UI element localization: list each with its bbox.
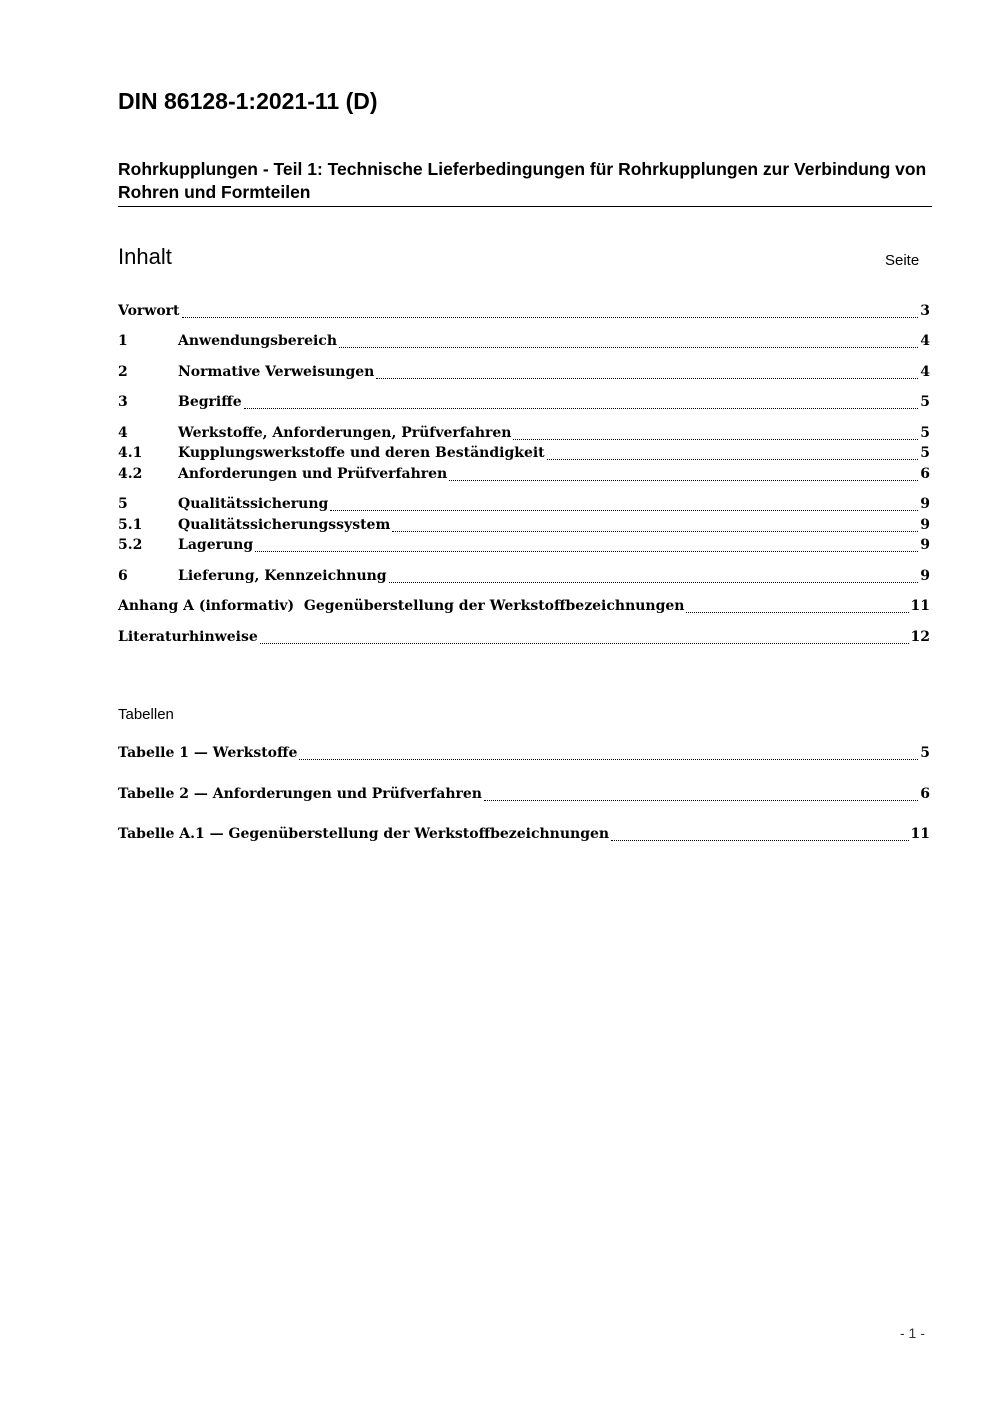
table-entry-title: Tabelle A.1 — Gegenüberstellung der Werkstoffbezeichnungen (118, 826, 610, 842)
toc-entry-title: Qualitätssicherung (178, 496, 329, 512)
toc-page-label: Seite (885, 252, 920, 269)
dot-leader (484, 799, 918, 801)
table-entry-a1[interactable] (118, 826, 930, 846)
dot-leader (513, 438, 918, 440)
toc-entry-number: 1 (118, 333, 128, 349)
toc-entry-page: 6 (920, 466, 930, 482)
dot-leader (686, 611, 908, 613)
toc-entry-vorwort[interactable] (118, 303, 930, 323)
toc-entry-title: Lieferung, Kennzeichnung (178, 568, 387, 584)
toc-entry-title: Werkstoffe, Anforderungen, Prüfverfahren (178, 425, 512, 441)
toc-entry-title: Anhang A (informativ) Gegenüberstellung der Werkstoffbezeichnungen (118, 598, 685, 614)
toc-entry-1[interactable] (118, 333, 930, 353)
toc-entry-number: 3 (118, 394, 128, 410)
dot-leader (392, 530, 918, 532)
table-entry-title: Tabelle 1 — Werkstoffe (118, 745, 298, 761)
toc-entry-4[interactable] (118, 425, 930, 445)
toc-entry-number: 5.2 (118, 537, 143, 553)
toc-entry-page: 3 (920, 303, 930, 319)
toc-entry-title: Kupplungswerkstoffe und deren Beständigkeit (178, 445, 545, 461)
toc-entry-page: 4 (920, 333, 930, 349)
toc-entry-page: 5 (920, 394, 930, 410)
dot-leader (299, 758, 918, 760)
table-entry-page: 5 (920, 745, 930, 761)
dot-leader (244, 407, 919, 409)
toc-entry-title: Vorwort (118, 303, 180, 319)
dot-leader (260, 642, 909, 644)
document-id: DIN 86128-1:2021-11 (D) (118, 88, 378, 114)
dot-leader (376, 377, 918, 379)
toc-entry-5-2[interactable] (118, 537, 930, 557)
toc-entry-page: 5 (920, 445, 930, 461)
toc-entry-page: 9 (920, 537, 930, 553)
toc-entry-number: 2 (118, 364, 128, 380)
toc-entry-number: 4.1 (118, 445, 143, 461)
toc-entry-number: 5 (118, 496, 128, 512)
toc-entry-title: Begriffe (178, 394, 242, 410)
toc-entry-title: Qualitätssicherungssystem (178, 517, 391, 533)
toc-entry-4-2[interactable] (118, 466, 930, 486)
toc-entry-number: 5.1 (118, 517, 143, 533)
toc-entry-page: 11 (910, 598, 930, 614)
table-entry-page: 11 (910, 826, 930, 842)
toc-entry-number: 4 (118, 425, 128, 441)
toc-entry-2[interactable] (118, 364, 930, 384)
toc-entry-title: Literaturhinweise (118, 629, 258, 645)
toc-entry-4-1[interactable] (118, 445, 930, 465)
dot-leader (389, 581, 919, 583)
toc-entry-page: 9 (920, 517, 930, 533)
table-entry-page: 6 (920, 786, 930, 802)
toc-entry-page: 12 (910, 629, 930, 645)
document-title: Rohrkupplungen - Teil 1: Technische Lieferbedingungen für Rohrkupplungen zur Verbindung von Rohren und Formteilen (118, 158, 932, 207)
toc-entry-number: 6 (118, 568, 128, 584)
toc-entry-page: 5 (920, 425, 930, 441)
table-entry-2[interactable] (118, 786, 930, 806)
toc-entry-title: Anforderungen und Prüfverfahren (178, 466, 448, 482)
dot-leader (547, 458, 919, 460)
dot-leader (182, 316, 919, 318)
table-entry-1[interactable] (118, 745, 930, 765)
dot-leader (339, 346, 918, 348)
toc-entry-6[interactable] (118, 568, 930, 588)
toc-entry-page: 9 (920, 496, 930, 512)
toc-entry-title: Normative Verweisungen (178, 364, 375, 380)
page-number: - 1 - (900, 1325, 925, 1341)
toc-entry-number: 4.2 (118, 466, 143, 482)
dot-leader (449, 479, 918, 481)
table-entry-title: Tabelle 2 — Anforderungen und Prüfverfahren (118, 786, 482, 802)
toc-entry-title: Anwendungsbereich (178, 333, 337, 349)
dot-leader (255, 550, 918, 552)
toc-heading: Inhalt (118, 244, 172, 269)
toc-entry-5[interactable] (118, 496, 930, 516)
tables-heading: Tabellen (118, 706, 174, 723)
toc-entry-page: 9 (920, 568, 930, 584)
toc-entry-annex-a[interactable] (118, 598, 930, 618)
toc-entry-page: 4 (920, 364, 930, 380)
toc-entry-5-1[interactable] (118, 517, 930, 537)
dot-leader (330, 509, 918, 511)
toc-entry-3[interactable] (118, 394, 930, 414)
dot-leader (611, 839, 908, 841)
toc-entry-title: Lagerung (178, 537, 254, 553)
toc-entry-bibliography[interactable] (118, 629, 930, 649)
